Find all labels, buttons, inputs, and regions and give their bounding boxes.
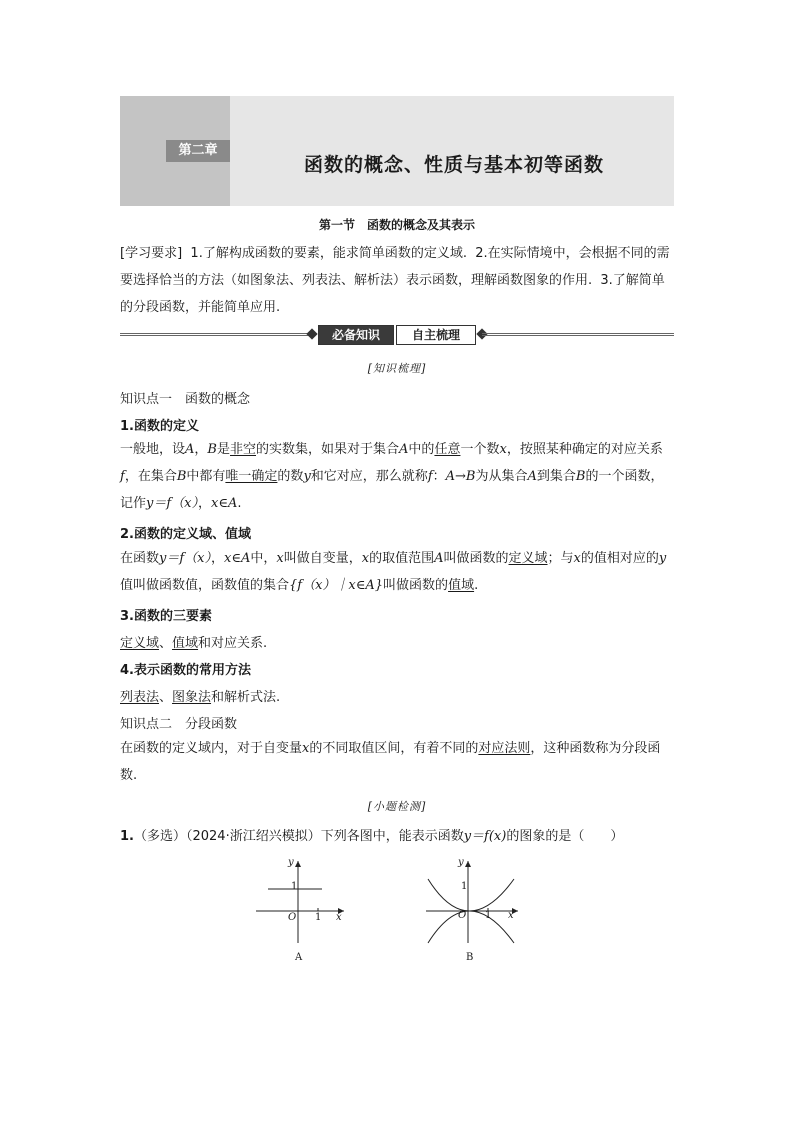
text: 和它对应，那么就称 — [310, 469, 428, 484]
requirement-1: 1.了解构成函数的要素，能求简单函数的定义域. — [190, 246, 467, 261]
key-term: 任意 — [434, 442, 461, 457]
math: y — [303, 469, 311, 484]
text: 分段函数 — [120, 741, 661, 783]
text: ，按照某种确定的对 — [506, 442, 624, 457]
figure-a-y-label: y — [288, 857, 294, 868]
text: 值叫做函数值，函数值的集合 — [120, 578, 290, 593]
text: 中都有 — [186, 469, 226, 484]
figure-b-y-label: y — [458, 857, 464, 868]
math: y — [658, 551, 667, 566]
section-title: 第一节 函数的概念及其表示 — [318, 218, 475, 232]
math: y＝f（x） — [159, 551, 212, 566]
chapter-title: 函数的概念、性质与基本初等函数 — [304, 154, 605, 176]
divider-line-left — [120, 333, 312, 336]
math: x — [276, 551, 284, 566]
math: B — [207, 442, 217, 457]
text: 在函数 — [120, 551, 160, 566]
math: x — [361, 551, 370, 566]
text: ， — [194, 442, 208, 457]
math: A — [527, 469, 537, 484]
divider-line-right — [482, 333, 674, 336]
math: y＝f(x) — [463, 829, 507, 844]
math: x — [573, 551, 581, 566]
arrow-icon — [465, 861, 471, 867]
key-term: 值域 — [448, 578, 475, 593]
text: 、 — [159, 636, 173, 651]
kp1-s3-body — [120, 632, 676, 651]
math: y＝f（x） — [146, 496, 199, 511]
requirement-3: 3.了解简单的分段函数，并能简单应用. — [120, 273, 665, 315]
key-term: 定义域 — [120, 636, 160, 651]
text: 的实数集，如果对于集合 — [256, 442, 400, 457]
question-1 — [120, 825, 676, 844]
figure-a-graph — [252, 855, 352, 945]
figure-b-origin: O — [458, 910, 467, 921]
text: 的不同取值区间，有着不同的 — [309, 741, 479, 756]
kp1-s4-body — [120, 686, 676, 705]
math: f — [120, 469, 125, 484]
text: 应关系 — [623, 442, 663, 457]
text: 的值 — [580, 551, 607, 566]
text: 和对应关系. — [198, 636, 268, 651]
text: 相对应的 — [606, 551, 659, 566]
figure-b-graph — [424, 855, 524, 945]
key-term: 唯一确定 — [225, 469, 278, 484]
text: ，这种函数称为 — [530, 741, 622, 756]
question-number: 1. — [120, 829, 134, 844]
text: 和解析式法. — [211, 690, 281, 705]
kp1-s4-title: 4.表示函数的常用方法 — [120, 663, 251, 678]
figure-b-x-label: x — [508, 910, 514, 921]
text: 一个数 — [460, 442, 500, 457]
text: ， — [198, 496, 212, 511]
text: 叫做函数的 — [443, 551, 509, 566]
text: 在函数的定义域内，对于自变量 — [120, 741, 303, 756]
question-text: 的图象的是（ ） — [506, 829, 624, 844]
text: 的取值范围 — [369, 551, 435, 566]
curve-lower — [428, 911, 514, 943]
requirement-2: 2.在实际情境中，会根据不同的需要选择恰当的方法（如图象法、列表法、解析法）表示函数，理解函数图象的作用. — [120, 246, 670, 288]
math: A — [434, 551, 444, 566]
divider-box — [318, 325, 476, 345]
math: f — [427, 469, 433, 484]
arrow-icon — [295, 861, 301, 867]
divider-label-left: 必备知识 — [318, 325, 394, 345]
kp1-s1-title: 1.函数的定义 — [120, 419, 199, 434]
knowledge-heading: [知识梳理] — [367, 362, 427, 375]
divider-label-right: 自主梳理 — [396, 325, 476, 345]
key-term: 对应法则 — [478, 741, 531, 756]
figure-b-tick-x: 1 — [485, 910, 492, 921]
figure-a-caption: A — [295, 952, 303, 963]
text: 的一个函数，记作 — [120, 469, 664, 511]
question-text: （多选）（2024·浙江绍兴模拟）下列各图中，能表示函数 — [133, 829, 464, 844]
kp1-s1-body — [120, 436, 676, 517]
figure-a-origin: O — [288, 912, 297, 923]
kp1-title: 知识点一 函数的概念 — [120, 392, 251, 407]
chapter-banner — [120, 96, 674, 206]
text: 为从集合 — [475, 469, 528, 484]
math: {f（x）｜x∈A} — [289, 578, 384, 593]
math: A — [185, 442, 195, 457]
math: x — [499, 442, 507, 457]
text: 的数 — [277, 469, 304, 484]
text: ，在集合 — [124, 469, 177, 484]
figure-a-tick-x: 1 — [315, 912, 322, 923]
figure-b-tick-y: 1 — [461, 881, 468, 892]
math: B — [176, 469, 187, 484]
text: 、 — [159, 690, 173, 705]
math: x∈A — [224, 551, 251, 566]
text: . — [237, 496, 242, 511]
key-term: 定义域 — [508, 551, 548, 566]
text: 到集合 — [536, 469, 576, 484]
text: 中的 — [408, 442, 435, 457]
text: 叫做自变量， — [283, 551, 362, 566]
curve-upper — [428, 879, 514, 911]
text: . — [474, 578, 479, 593]
key-term: 列表法 — [120, 690, 160, 705]
text: ；与 — [547, 551, 574, 566]
key-term: 值域 — [172, 636, 199, 651]
key-term: 图象法 — [172, 690, 212, 705]
diamond-icon — [306, 328, 317, 339]
math: B — [575, 469, 586, 484]
text: 叫做函数的 — [383, 578, 449, 593]
kp1-s2-title: 2.函数的定义域、值域 — [120, 527, 251, 542]
figure-b-caption: B — [466, 952, 474, 963]
text: . — [133, 768, 138, 783]
math: x∈A — [211, 496, 238, 511]
section-divider — [120, 325, 674, 345]
kp2-body — [120, 735, 676, 789]
learning-requirements — [120, 240, 676, 321]
requirements-label: [学习要求] — [120, 246, 183, 261]
key-term: 非空 — [230, 442, 257, 457]
text: 中， — [250, 551, 277, 566]
practice-heading: [小题检测] — [367, 800, 427, 813]
text: 是 — [216, 442, 230, 457]
math: A — [399, 442, 409, 457]
figure-a-x-label: x — [336, 912, 342, 923]
figure-a-tick-y: 1 — [291, 881, 298, 892]
kp1-s3-title: 3.函数的三要素 — [120, 609, 212, 624]
math: x — [302, 741, 310, 756]
text: ： — [432, 469, 446, 484]
chapter-tag: 第二章 — [166, 140, 230, 162]
text: 一般地，设 — [120, 442, 186, 457]
math: A→B — [445, 469, 476, 484]
kp1-s2-body — [120, 545, 676, 599]
text: ， — [211, 551, 225, 566]
kp2-title: 知识点二 分段函数 — [120, 717, 238, 732]
